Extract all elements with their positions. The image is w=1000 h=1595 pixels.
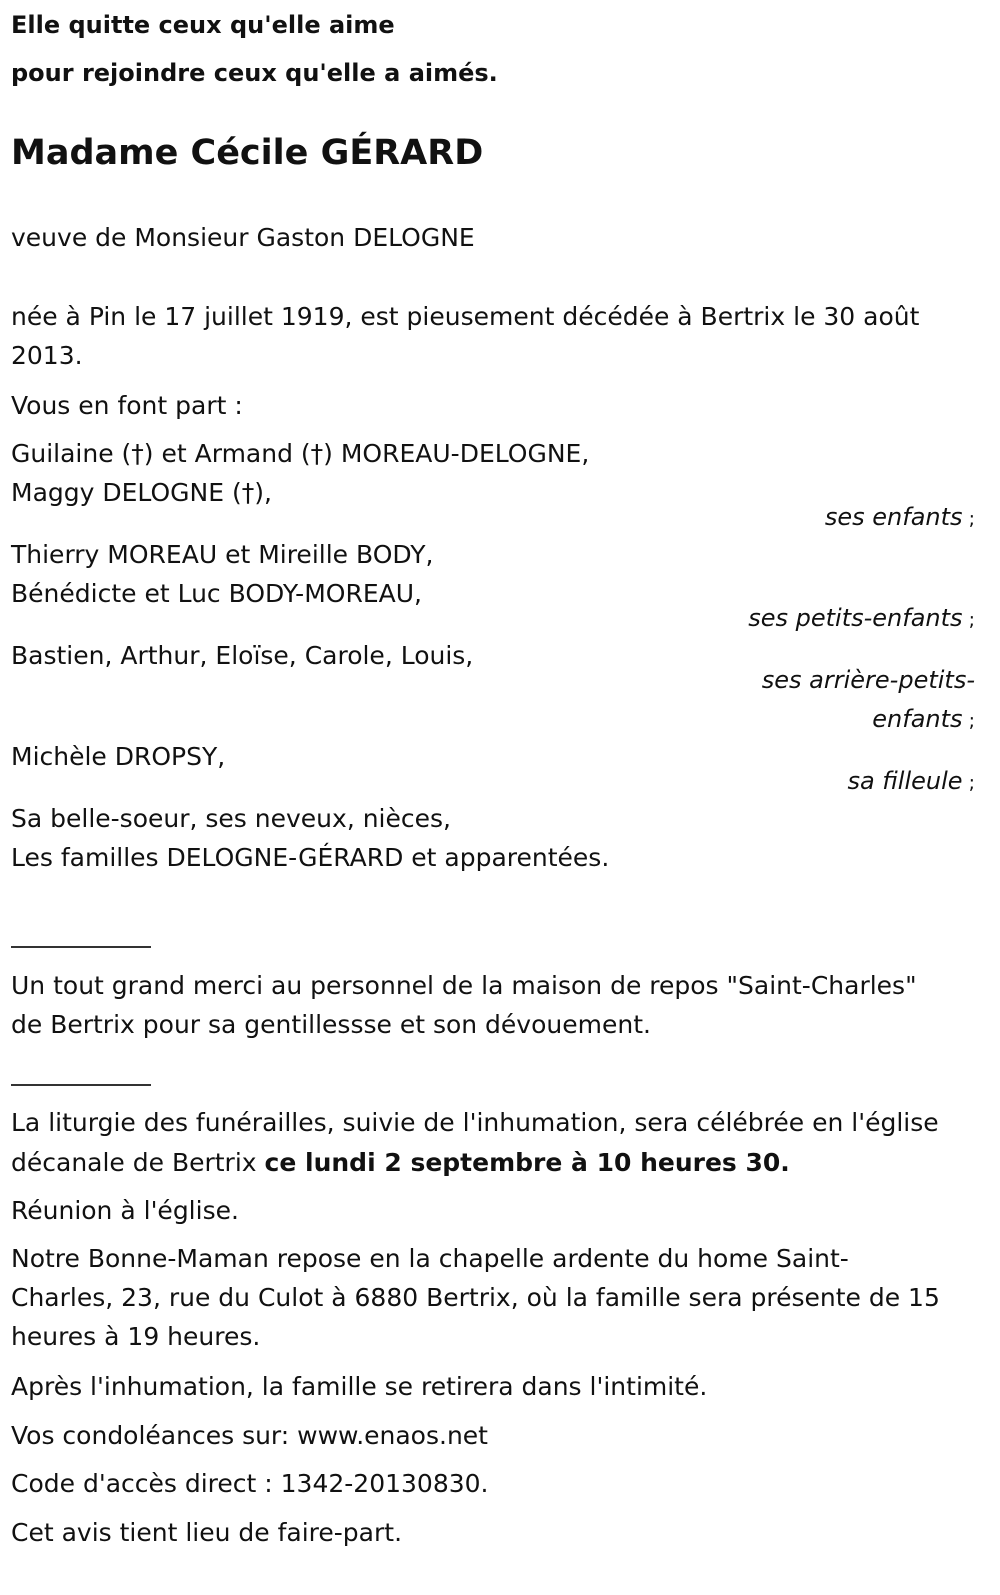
closing-line: Cet avis tient lieu de faire-part. bbox=[11, 1518, 403, 1547]
after-burial-line: Après l'inhumation, la famille se retirera dans l'intimité. bbox=[11, 1372, 708, 1401]
goddaughter-name: Michèle DROPSY, bbox=[11, 742, 226, 771]
divider bbox=[11, 1084, 151, 1086]
role-label: sa filleule bbox=[847, 767, 963, 795]
epigraph-line-1: Elle quitte ceux qu'elle aime bbox=[11, 11, 395, 39]
access-code-line: Code d'accès direct : 1342-20130830. bbox=[11, 1469, 489, 1498]
divider bbox=[11, 946, 151, 948]
role-separator: ; bbox=[962, 772, 975, 794]
epigraph-line-2: pour rejoindre ceux qu'elle a aimés. bbox=[11, 59, 498, 87]
grandchildren-names-1: Thierry MOREAU et Mireille BODY, bbox=[11, 540, 434, 569]
funeral-line-2-text: décanale de Bertrix bbox=[11, 1148, 265, 1177]
deceased-name: Madame Cécile GÉRARD bbox=[11, 133, 484, 173]
great-grandchildren-names: Bastien, Arthur, Eloïse, Carole, Louis, bbox=[11, 641, 474, 670]
role-children bbox=[825, 502, 975, 534]
funeral-date-time: ce lundi 2 septembre à 10 heures 30. bbox=[264, 1148, 790, 1177]
role-separator: ; bbox=[962, 710, 975, 732]
birth-death-line-2: 2013. bbox=[11, 341, 83, 370]
condolences-line: Vos condoléances sur: www.enaos.net bbox=[11, 1421, 488, 1450]
role-goddaughter bbox=[847, 766, 975, 798]
role-grandchildren bbox=[748, 603, 975, 635]
birth-death-line-1: née à Pin le 17 juillet 1919, est pieusement décédée à Bertrix le 30 août bbox=[11, 302, 920, 331]
role-great-grandchildren-line-1: ses arrière-petits- bbox=[761, 666, 975, 694]
family-line-1: Sa belle-soeur, ses neveux, nièces, bbox=[11, 804, 451, 833]
meeting-line: Réunion à l'église. bbox=[11, 1196, 239, 1225]
family-line-2: Les familles DELOGNE-GÉRARD et apparentées. bbox=[11, 843, 610, 872]
rest-line-1: Notre Bonne-Maman repose en la chapelle ardente du home Saint- bbox=[11, 1244, 849, 1273]
thanks-line-2: de Bertrix pour sa gentillessse et son dévouement. bbox=[11, 1010, 651, 1039]
role-label: ses petits-enfants bbox=[748, 604, 963, 632]
announcement-intro: Vous en font part : bbox=[11, 391, 243, 420]
spouse-line: veuve de Monsieur Gaston DELOGNE bbox=[11, 223, 475, 252]
role-great-grandchildren-line-2 bbox=[872, 704, 975, 736]
role-label: ses enfants bbox=[824, 503, 963, 531]
funeral-line-1: La liturgie des funérailles, suivie de l'inhumation, sera célébrée en l'église bbox=[11, 1108, 939, 1137]
children-names-1: Guilaine (†) et Armand (†) MOREAU-DELOGNE, bbox=[11, 439, 590, 468]
grandchildren-names-2: Bénédicte et Luc BODY-MOREAU, bbox=[11, 579, 422, 608]
children-names-2: Maggy DELOGNE (†), bbox=[11, 478, 272, 507]
rest-line-2: Charles, 23, rue du Culot à 6880 Bertrix, où la famille sera présente de 15 bbox=[11, 1283, 940, 1312]
role-separator: ; bbox=[962, 609, 975, 631]
rest-line-3: heures à 19 heures. bbox=[11, 1322, 261, 1351]
role-label: enfants bbox=[872, 705, 963, 733]
thanks-line-1: Un tout grand merci au personnel de la maison de repos "Saint-Charles" bbox=[11, 971, 917, 1000]
funeral-line-2 bbox=[11, 1148, 790, 1178]
role-separator: ; bbox=[962, 508, 975, 530]
